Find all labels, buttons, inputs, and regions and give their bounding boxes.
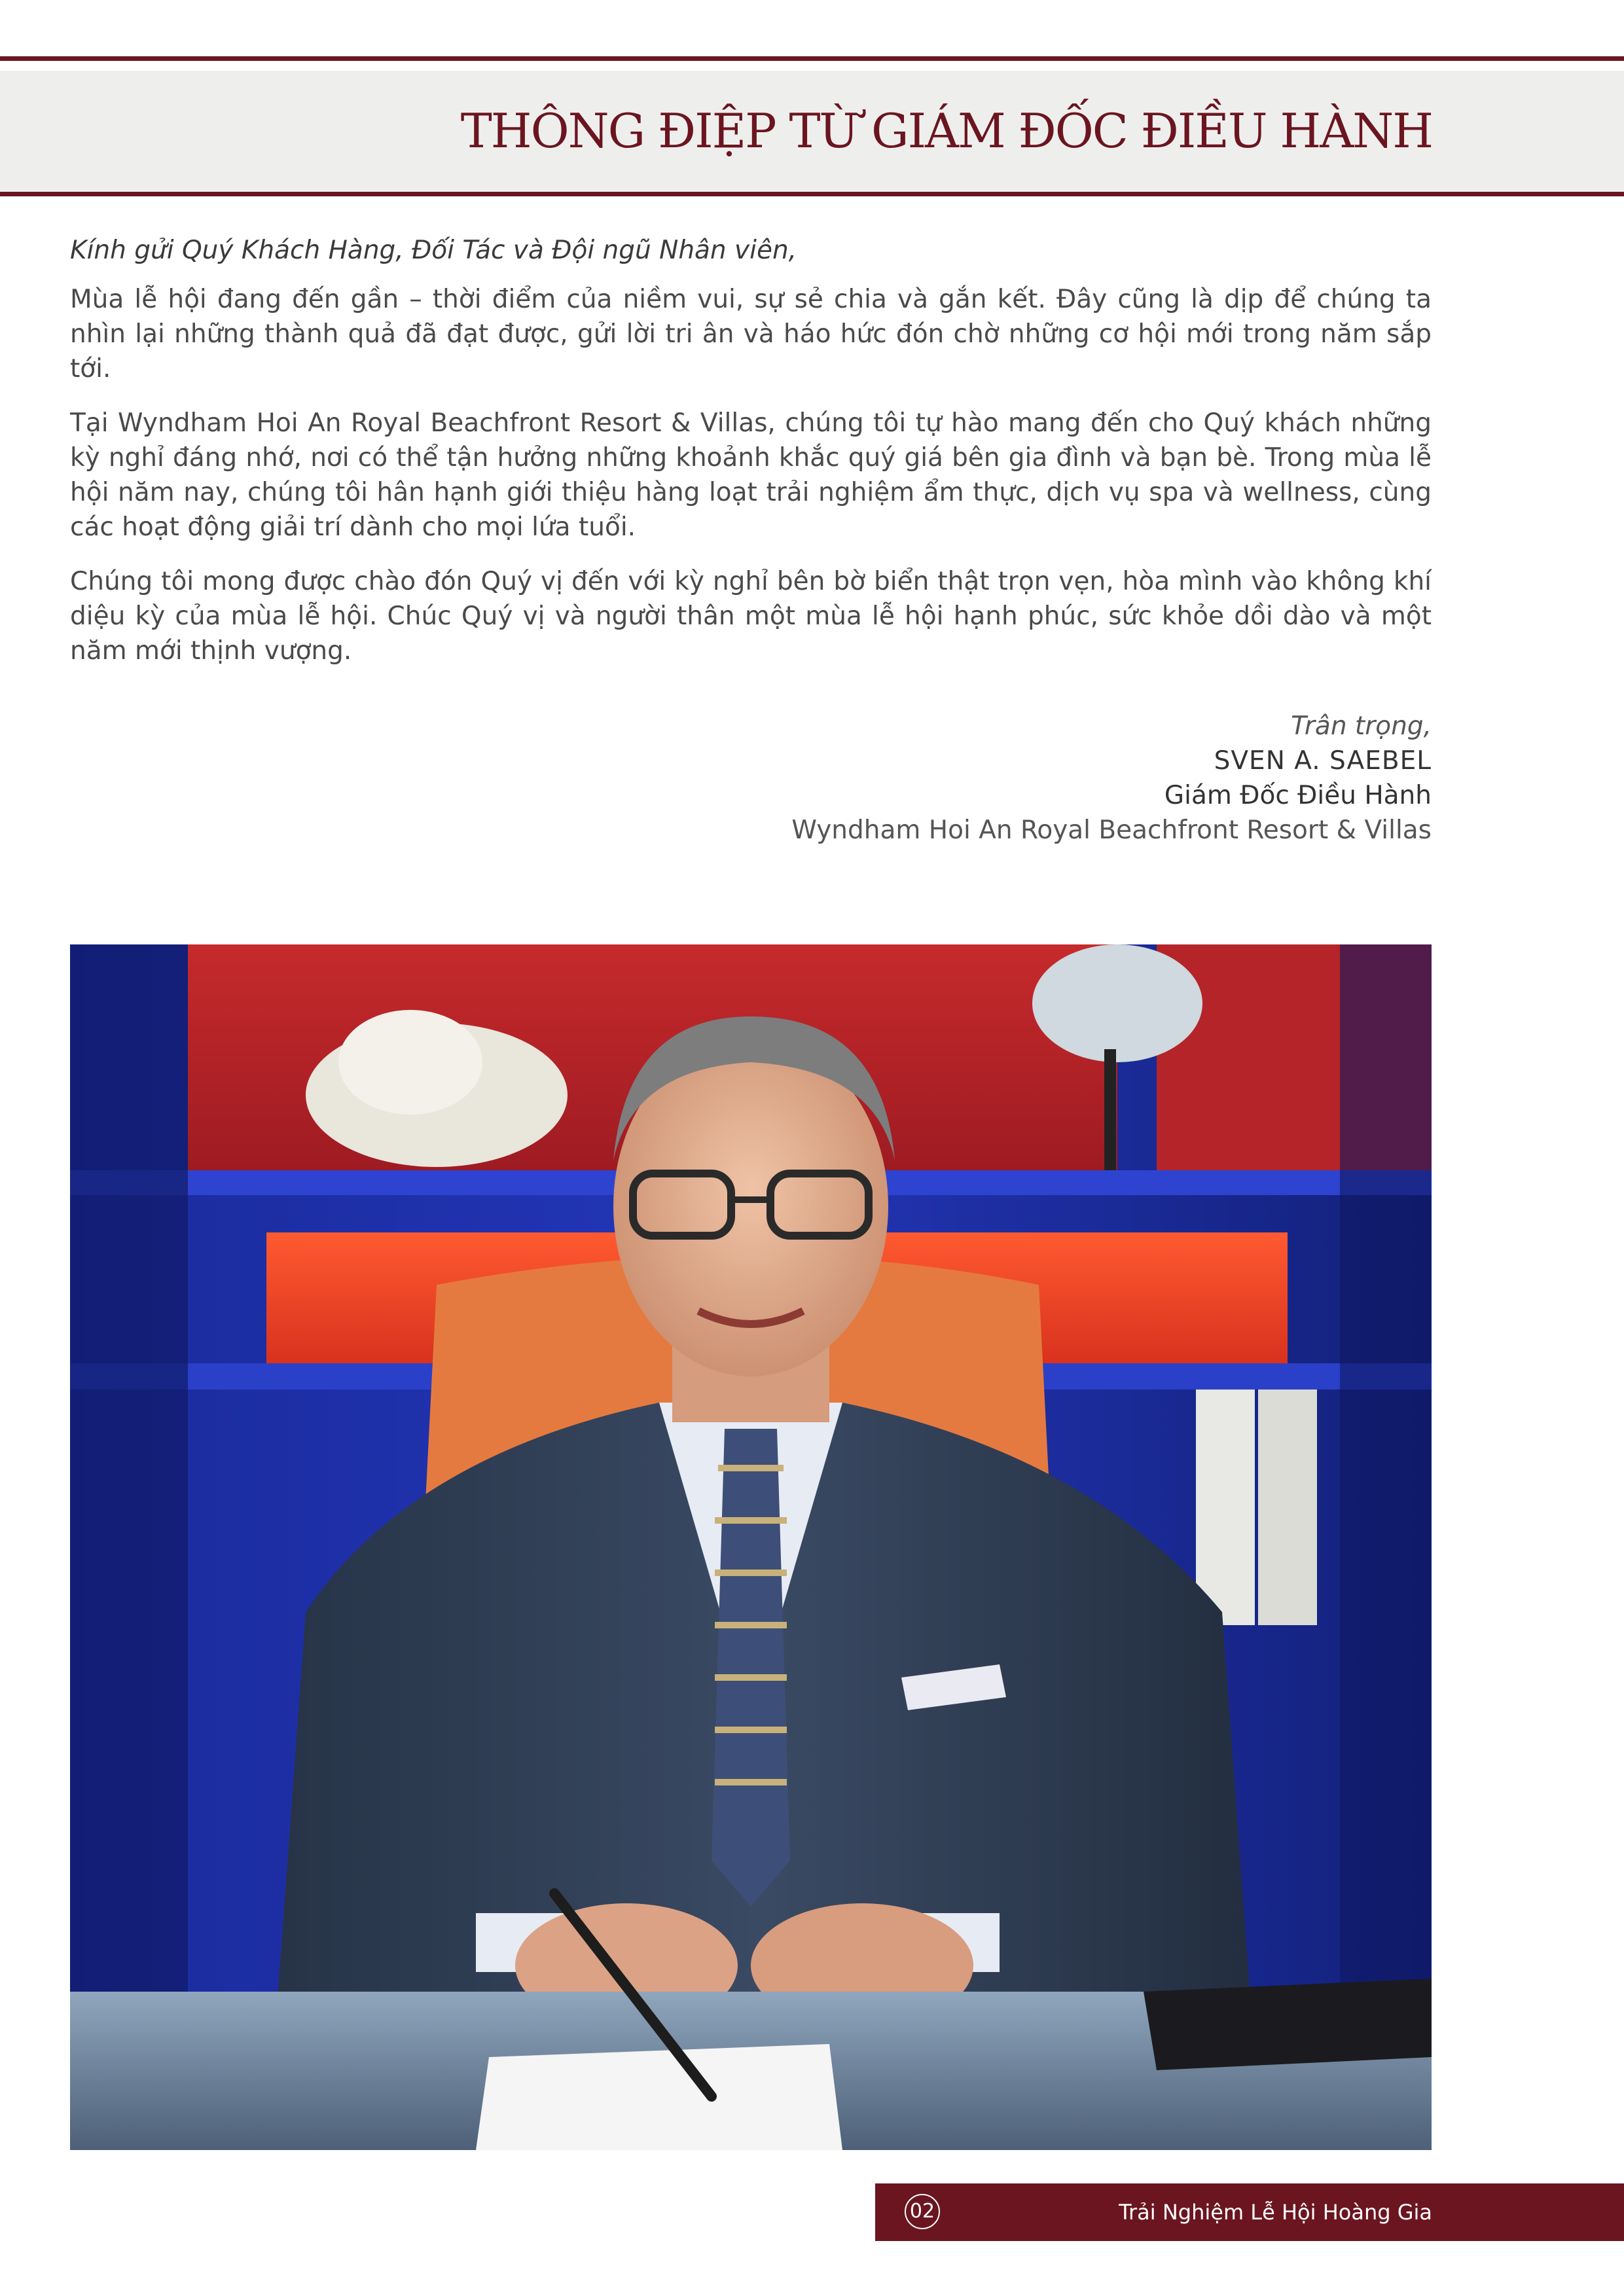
letter-paragraph: Chúng tôi mong được chào đón Quý vị đến với kỳ nghỉ bên bờ biển thật trọn vẹn, hòa mình vào không khí diệu kỳ của mùa lễ hội. Chúc Quý vị và người thân một mùa lễ hội hạnh phúc, sức khỏe dồi dào và một năm mới thịnh vượng. xyxy=(70,567,1432,666)
signature-title: Giám Đốc Điều Hành xyxy=(1164,781,1432,810)
ceo-portrait-photo xyxy=(70,944,1432,2150)
page-title: THÔNG ĐIỆP TỪ GIÁM ĐỐC ĐIỀU HÀNH xyxy=(460,103,1432,158)
footer-bar xyxy=(875,2183,1624,2241)
footer-publication-title: Trải Nghiệm Lễ Hội Hoàng Gia xyxy=(1119,2200,1432,2225)
signature-company: Wyndham Hoi An Royal Beachfront Resort & Villas xyxy=(791,816,1432,845)
letter-salutation: Kính gửi Quý Khách Hàng, Đối Tác và Đội ngũ Nhân viên, xyxy=(70,236,797,265)
signature-name: SVEN A. SAEBEL xyxy=(1214,746,1432,776)
header-band xyxy=(0,71,1624,196)
signature-closing: Trân trọng, xyxy=(1291,711,1432,741)
letter-paragraph: Tại Wyndham Hoi An Royal Beachfront Resort & Villas, chúng tôi tự hào mang đến cho Quý khách những kỳ nghỉ đáng nhớ, nơi có thể tận hưởng những khoảnh khắc quý giá bên gia đình và bạn bè. Trong mùa lễ hội năm nay, chúng tôi hân hạnh giới thiệu hàng loạt trải nghiệm ẩm thực, dịch vụ spa và wellness, cùng các hoạt động giải trí dành cho mọi lứa tuổi. xyxy=(70,408,1432,542)
letter-paragraph: Mùa lễ hội đang đến gần – thời điểm của niềm vui, sự sẻ chia và gắn kết. Đây cũng là dịp để chúng ta nhìn lại những thành quả đã đạt được, gửi lời tri ân và háo hức đón chờ những cơ hội mới trong năm sắp tới. xyxy=(70,285,1432,384)
letter-body xyxy=(70,232,1432,688)
signature-block xyxy=(791,709,1432,848)
page-number: 02 xyxy=(905,2194,940,2229)
top-rule xyxy=(0,56,1624,61)
